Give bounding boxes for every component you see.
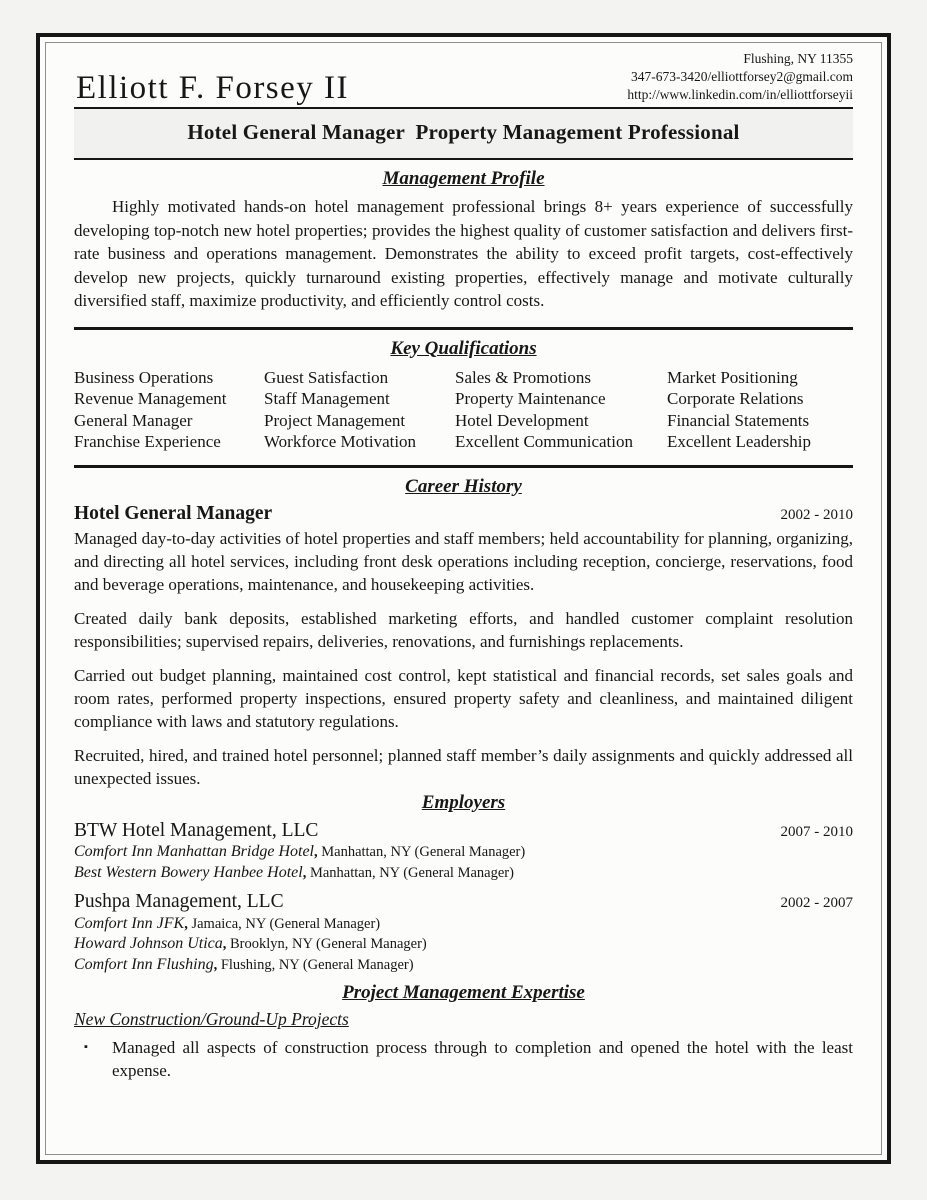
qualification-item: Corporate Relations bbox=[667, 389, 804, 408]
contact-block bbox=[627, 49, 853, 105]
career-history-heading: Career History bbox=[405, 475, 522, 497]
qualification-item: Financial Statements bbox=[667, 410, 810, 430]
employer-entry bbox=[74, 819, 853, 883]
management-profile-text: Highly motivated hands-on hotel management professional brings 8+ years experience of successfully developing top-notch new hotel properties; provides the highest quality of customer satisfaction and delivers first-rate business and operations management. Demonstrates the ability to exceed profit targets, cost-effectively develop new projects, quickly turnaround existing properties, effectively manage and motivate culturally diversified staff, maximize productivity, and efficiently control costs. bbox=[74, 197, 853, 310]
job-header-row bbox=[74, 503, 853, 525]
hotel-name: Best Western Bowery Hanbee Hotel bbox=[74, 863, 303, 881]
bullet-icon: ▪ bbox=[84, 1041, 88, 1054]
qualification-item: Excellent Communication bbox=[455, 432, 633, 451]
resume-page-inner bbox=[45, 42, 882, 1155]
section-employers bbox=[74, 792, 853, 975]
hotel-name: Comfort Inn Manhattan Bridge Hotel bbox=[74, 843, 314, 861]
resume-page bbox=[36, 33, 891, 1164]
project-subheading: New Construction/Ground-Up Projects bbox=[74, 1009, 349, 1030]
divider bbox=[74, 465, 853, 468]
hotel-line bbox=[74, 914, 853, 935]
qualification-item: Property Maintenance bbox=[455, 389, 606, 408]
qualification-item: Franchise Experience bbox=[74, 432, 221, 451]
hotel-line bbox=[74, 934, 853, 955]
qualification-item: Hotel Development bbox=[455, 410, 589, 430]
job-dates: 2002 - 2010 bbox=[780, 506, 853, 523]
hotel-comma: , bbox=[213, 956, 218, 973]
hotel-comma: , bbox=[302, 864, 307, 881]
section-key-qualifications bbox=[74, 338, 853, 453]
hotel-name: Comfort Inn JFK bbox=[74, 914, 185, 932]
hotel-detail: Brooklyn, NY (General Manager) bbox=[226, 936, 427, 953]
contact-location: Flushing, NY 11355 bbox=[743, 51, 853, 66]
hotel-comma: , bbox=[184, 915, 188, 932]
project-bullet-text: Managed all aspects of construction process through to completion and opened the hotel with the least expense. bbox=[112, 1038, 853, 1081]
career-paragraph: Created daily bank deposits, established marketing efforts, and handled customer complaint resolution responsibilities; supervised repairs, deliveries, renovations, and furnishings replacements. bbox=[74, 608, 853, 651]
qualification-item: Excellent Leadership bbox=[667, 432, 811, 451]
hotel-detail: Manhattan, NY (General Manager) bbox=[306, 864, 514, 881]
qualification-item: Staff Management bbox=[264, 389, 390, 408]
career-paragraph: Carried out budget planning, maintained cost control, kept statistical and financial records, set sales goals and room rates, performed property inspections, ensured property safety and cleanliness, and maintained diligent compliance with laws and statutory regulations. bbox=[74, 665, 853, 731]
qualifications-grid bbox=[74, 367, 853, 453]
qualification-item: Sales & Promotions bbox=[455, 367, 592, 387]
management-profile-heading: Management Profile bbox=[382, 168, 545, 189]
qualification-item: Project Management bbox=[264, 410, 406, 430]
employer-entry bbox=[74, 890, 853, 975]
contact-phone-email: 347-673-3420/elliottforsey2@gmail.com bbox=[630, 68, 853, 84]
section-project-management bbox=[74, 982, 853, 1082]
hotel-name: Howard Johnson Utica bbox=[74, 935, 223, 953]
hotel-detail: Manhattan, NY (General Manager) bbox=[317, 844, 526, 861]
qualification-item: Market Positioning bbox=[667, 367, 798, 387]
project-bullet-item bbox=[74, 1036, 853, 1082]
section-management-profile bbox=[74, 168, 853, 313]
employers-heading: Employers bbox=[421, 791, 506, 813]
hotel-detail: Jamaica, NY (General Manager) bbox=[187, 915, 381, 932]
employer-dates: 2002 - 2007 bbox=[780, 895, 853, 912]
header bbox=[74, 49, 853, 109]
section-career-history bbox=[74, 476, 853, 790]
hotel-comma: , bbox=[313, 844, 318, 861]
employer-header-row bbox=[74, 819, 853, 842]
contact-linkedin-url: http://www.linkedin.com/in/elliottforseyii bbox=[627, 86, 853, 102]
employer-dates: 2007 - 2010 bbox=[780, 823, 853, 840]
qualification-item: Guest Satisfaction bbox=[264, 367, 389, 387]
hotel-name: Comfort Inn Flushing bbox=[74, 955, 214, 973]
qualification-item: Business Operations bbox=[74, 367, 214, 387]
candidate-name: Elliott F. Forsey II bbox=[76, 70, 350, 106]
employer-company: BTW Hotel Management, LLC bbox=[74, 819, 319, 841]
hotel-detail: Flushing, NY (General Manager) bbox=[217, 956, 414, 973]
qualification-item: General Manager bbox=[74, 410, 193, 430]
career-paragraph: Managed day-to-day activities of hotel properties and staff members; held accountability for planning, organizing, and directing all hotel services, including front desk operations including reception, concierge, reservations, food and beverage operations, maintenance, and housekeeping activities. bbox=[74, 528, 853, 594]
job-title: Hotel General Manager bbox=[74, 502, 273, 524]
qualification-item: Workforce Motivation bbox=[264, 432, 417, 451]
key-qualifications-heading: Key Qualifications bbox=[390, 337, 537, 359]
divider bbox=[74, 327, 853, 330]
career-paragraph: Recruited, hired, and trained hotel personnel; planned staff member’s daily assignments and quickly addressed all unexpected issues. bbox=[74, 745, 853, 788]
hotel-line bbox=[74, 863, 853, 884]
hotel-comma: , bbox=[222, 936, 227, 953]
qualification-item: Revenue Management bbox=[74, 389, 227, 408]
resume-title: Hotel General Manager Property Management Professional bbox=[74, 109, 853, 160]
hotel-line bbox=[74, 955, 853, 976]
employer-company: Pushpa Management, LLC bbox=[74, 891, 284, 913]
project-management-heading: Project Management Expertise bbox=[342, 982, 585, 1004]
employer-header-row bbox=[74, 890, 853, 913]
hotel-line bbox=[74, 842, 853, 863]
